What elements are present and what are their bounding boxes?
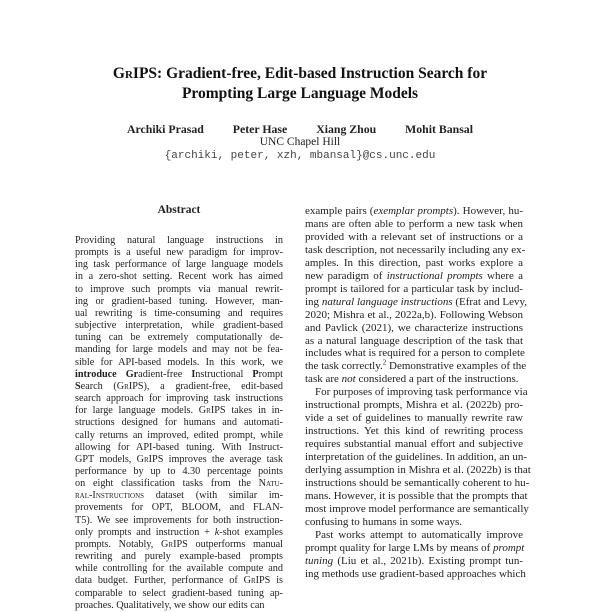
body-text-line: task description, not necessarily including any ex-	[305, 243, 526, 256]
abstract-line: T5). We see improvements for both instruction-	[75, 514, 283, 526]
body-text-line: most improve model performance are semantically	[305, 502, 529, 515]
body-text-line: instructional prompts, Mishra et al. (2022b) pro-	[305, 399, 523, 412]
body-text-line: Past works attempt to automatically improve	[315, 528, 523, 541]
abstract-line: proaches. Qualitatively, we show our edits can	[75, 599, 265, 611]
abstract-line: provements for OPT, BLOOM, and FLAN-	[75, 502, 283, 514]
body-text-line: instructions. Yet this kind of rewriting process	[305, 425, 523, 438]
body-text-line: requires substantial manual effort and subjective	[305, 438, 523, 451]
abstract-line: ing or gradient-based tuning. However, man-	[75, 295, 283, 307]
body-text-line: provided with a relevant set of instructions or a	[305, 230, 523, 243]
author: Xiang Zhou	[316, 122, 377, 136]
abstract-line: to improve such prompts via manual rewrit-	[75, 283, 283, 295]
abstract-line: cally returns an improved, edited prompt, while	[75, 429, 283, 441]
author: Peter Hase	[232, 122, 288, 136]
abstract-line: search approach for improving task instructions	[75, 393, 283, 405]
body-text-line: confusing to humans in some ways.	[305, 515, 463, 528]
author-list	[0, 122, 600, 137]
body-text-line: ing natural language instructions (Efrat and Levy,	[305, 295, 528, 308]
abstract-line: for large language models. GrIPS takes in in-	[75, 405, 283, 417]
abstract-line: performance by up to 4.30 percentage points	[75, 465, 283, 477]
abstract-line: Search (GrIPS), a gradient-free, edit-based	[75, 380, 283, 392]
abstract-line: tuning can be extremely computationally de-	[75, 332, 283, 344]
abstract-line: prompts. Notably, GrIPS outperforms manual	[75, 538, 283, 550]
body-text-line: vide a set of guidelines to manually rewrite raw	[305, 412, 523, 425]
affiliation: UNC Chapel Hill	[259, 136, 341, 148]
title-line-2: Prompting Large Language Models	[181, 85, 419, 102]
abstract-line: subjective interpretation, while gradient-based	[75, 320, 283, 332]
body-text-line: prompt quality for large LMs by means of prompt	[305, 541, 525, 554]
abstract-line: ral-Instructions dataset (with similar im-	[75, 490, 283, 502]
abstract-heading: Abstract	[157, 204, 201, 216]
body-text-line: 2020; Mishra et al., 2022a,b). Following Webson	[305, 308, 523, 321]
body-text-line: derlying assumption in Mishra et al. (2022b) is that	[305, 464, 531, 477]
abstract-line: allowing for API-based tuning. With Instruct-	[75, 441, 283, 453]
body-text-line: new paradigm of instructional prompts where a	[305, 269, 523, 282]
abstract-line: introduce Gradient-free Instructional Prompt	[75, 368, 283, 380]
body-text-line: includes what is required for a person to complete	[305, 347, 525, 360]
abstract-line: manding for large models and may not be fea-	[75, 344, 283, 356]
abstract-line: on eight classification tasks from the Natu-	[75, 478, 283, 490]
abstract-line: while controlling for the available compute and	[75, 563, 283, 575]
body-text-line: task are not considered a part of the instructions.	[305, 373, 519, 386]
author: Mohit Bansal	[405, 122, 473, 136]
abstract-line: only prompts and instruction + k-shot examples	[75, 526, 283, 538]
author: Archiki Prasad	[127, 122, 204, 136]
abstract-line: Providing natural language instructions in	[75, 235, 283, 246]
abstract-line: ual rewriting is time-consuming and requires	[75, 307, 283, 319]
abstract-body	[75, 235, 283, 612]
body-text-line: example pairs (exemplar prompts). However, hu-	[305, 205, 523, 217]
body-text-line: For purposes of improving task performance via	[315, 386, 528, 399]
body-text-line: amples. In this direction, past works explore a	[305, 256, 523, 269]
body-text-line: the task correctly.$^2$ Demonstrative examples of the	[305, 358, 527, 373]
body-text-line: tuning (Liu et al., 2021b). Existing prompt tun-	[305, 554, 523, 567]
body-text-line: instructions should be semantically coherent to hu-	[305, 477, 530, 490]
abstract-line: data budget. Further, performance of GrIPS is	[75, 575, 283, 587]
abstract-line: structions designed for humans and automati-	[75, 417, 283, 429]
abstract-line: in a zero-shot setting. Recent work has aimed	[75, 271, 283, 283]
abstract-line: comparable to select gradient-based tuning ap-	[75, 587, 283, 599]
body-text-line: interpretation of the guidelines. In addition, an un-	[305, 451, 528, 464]
title-line-1: GrIPS: Gradient-free, Edit-based Instruction Search for	[112, 65, 488, 82]
paper-title	[0, 64, 600, 104]
body-text-line: mans. However, it is possible that the prompts that	[305, 489, 528, 502]
body-text-line: as a natural language description of the task that	[305, 334, 523, 347]
introduction-body	[305, 205, 531, 581]
body-text-line: and Pavlick (2021), we characterize instructions	[305, 321, 523, 334]
abstract-line: prompts is a useful new paradigm for improv-	[75, 247, 283, 259]
abstract-line: rewriting and purely example-based prompts	[75, 551, 283, 563]
body-text-line: prompt is tailored for a particular task by includ-	[305, 282, 523, 295]
abstract-line: sible for API-based models. In this work, we	[75, 356, 283, 368]
body-text-line: ing methods use gradient-based approaches which	[305, 567, 526, 580]
body-text-line: mans are often able to perform a new task when	[305, 217, 523, 230]
abstract-line: GPT models, GrIPS improves the average task	[75, 453, 283, 465]
author-emails: {archiki, peter, xzh, mbansal}@cs.unc.edu	[164, 150, 436, 162]
abstract-line: ing task performance of large language models	[75, 259, 283, 271]
